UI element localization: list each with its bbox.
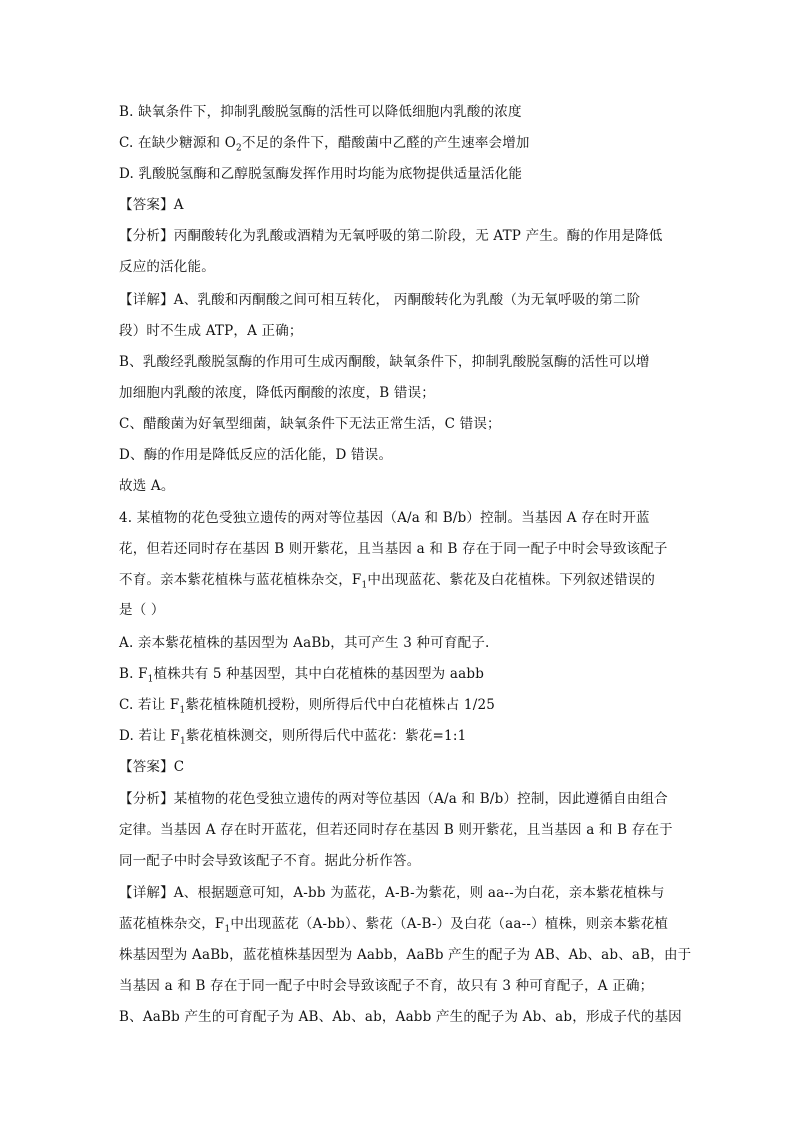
text-span: 中出现蓝花（A-bb）、紫花（A-B-）及白花（aa--）植株，则亲本紫花植	[230, 916, 669, 932]
question-4-line	[119, 600, 165, 620]
text-span: 反应的活化能。	[119, 259, 215, 275]
text-span: B. 缺氧条件下，抑制乳酸脱氢酶的活性可以降低细胞内乳酸的浓度	[119, 104, 522, 120]
text-span: 同一配子中时会导致该配子不育。据此分析作答。	[119, 853, 421, 869]
text-span: 段）时不生成 ATP，A 正确；	[119, 323, 303, 339]
text-span: 中出现蓝花、紫花及白花植株。下列叙述错误的	[367, 572, 656, 588]
option-b-line	[119, 664, 484, 684]
analysis-line	[119, 789, 668, 809]
subscript: 2	[236, 143, 242, 154]
conclusion-line	[119, 476, 175, 496]
text-span: C. 若让 F	[119, 697, 180, 713]
subscript: 1	[147, 674, 154, 685]
option-c-line	[119, 695, 495, 715]
explanation-line	[119, 352, 650, 372]
question-4-line	[119, 570, 655, 590]
text-span: 定律。当基因 A 存在时开蓝花，但若还同时存在基因 B 则开紫花，且当基因 a 和 B 存在于	[119, 822, 673, 838]
text-span: C、醋酸菌为好氧型细菌，缺氧条件下无法正常生活，C 错误；	[119, 416, 501, 432]
text-span: 当基因 a 和 B 存在于同一配子中时会导致该配子不育，故只有 3 种可育配子，A 正确；	[119, 978, 654, 994]
text-span: 紫花植株测交，则所得后代中蓝花：紫花=1:1	[185, 728, 467, 744]
explanation-line	[119, 945, 691, 965]
text-span: 【分析】丙酮酸转化为乳酸或酒精为无氧呼吸的第二阶段，无 ATP 产生。酶的作用是降低	[119, 228, 663, 244]
answer-line	[119, 757, 184, 777]
text-span: B、AaBb 产生的可育配子为 AB、Ab、ab，Aabb 产生的配子为 Ab、ab，形成子代的基因	[119, 1009, 682, 1025]
text-span: C. 在缺少糖源和 O	[119, 135, 236, 151]
text-span: 紫花植株随机授粉，则所得后代中白花植株占 1/25	[185, 697, 496, 713]
explanation-line	[119, 290, 640, 310]
text-span: 4. 某植物的花色受独立遗传的两对等位基因（A/a 和 B/b）控制。当基因 A 存在时开蓝	[119, 510, 650, 526]
text-span: 不足的条件下，醋酸菌中乙醛的产生速率会增加	[241, 135, 530, 151]
subscript: 1	[179, 736, 186, 747]
explanation-line	[119, 914, 668, 934]
text-span: 【详解】A、乳酸和丙酮酸之间可相互转化， 丙酮酸转化为乳酸（为无氧呼吸的第二阶	[119, 292, 641, 308]
answer-line	[119, 195, 184, 215]
analysis-line	[119, 851, 420, 871]
subscript: 1	[224, 924, 231, 935]
text-span: 是（ ）	[119, 602, 165, 618]
text-span: B、乳酸经乳酸脱氢酶的作用可生成丙酮酸，缺氧条件下，抑制乳酸脱氢酶的活性可以增	[119, 354, 650, 370]
text-span: 不育。亲本紫花植株与蓝花植株杂交，F	[119, 572, 362, 588]
text-span: 加细胞内乳酸的浓度，降低丙酮酸的浓度，B 错误；	[119, 385, 436, 401]
explanation-line	[119, 976, 653, 996]
analysis-line	[119, 257, 215, 277]
text-span: 【详解】A、根据题意可知，A-bb 为蓝花，A-B-为紫花，则 aa--为白花，亲本紫花植株与	[119, 885, 665, 901]
option-c-line	[119, 133, 530, 153]
option-d-line	[119, 726, 466, 746]
text-span: 【分析】某植物的花色受独立遗传的两对等位基因（A/a 和 B/b）控制，因此遵循自由组合	[119, 791, 668, 807]
text-span: 花，但若还同时存在基因 B 则开紫花，且当基因 a 和 B 存在于同一配子中时会导致该配子	[119, 541, 668, 557]
option-a-line	[119, 633, 490, 653]
text-span: 【答案】C	[119, 759, 185, 775]
option-b-line	[119, 102, 522, 122]
text-span: A. 亲本紫花植株的基因型为 AaBb，其可产生 3 种可育配子.	[119, 635, 490, 651]
text-span: 株基因型为 AaBb，蓝花植株基因型为 Aabb，AaBb 产生的配子为 AB、Ab、ab、aB，由于	[119, 947, 692, 963]
subscript: 1	[179, 705, 186, 716]
question-4-line	[119, 508, 650, 528]
explanation-line	[119, 1007, 682, 1027]
explanation-line	[119, 321, 303, 341]
text-span: 植株共有 5 种基因型，其中白花植株的基因型为 aabb	[153, 666, 485, 682]
analysis-line	[119, 226, 663, 246]
question-4-line	[119, 539, 668, 559]
explanation-line	[119, 414, 501, 434]
explanation-line	[119, 383, 435, 403]
text-span: 故选 A。	[119, 478, 175, 494]
text-span: D. 乳酸脱氢酶和乙醇脱氢酶发挥作用时均能为底物提供适量活化能	[119, 166, 523, 182]
explanation-line	[119, 445, 392, 465]
explanation-line	[119, 883, 665, 903]
text-span: B. F	[119, 666, 148, 682]
text-span: 蓝花植株杂交，F	[119, 916, 225, 932]
analysis-line	[119, 820, 673, 840]
subscript: 1	[361, 580, 368, 591]
option-d-line	[119, 164, 522, 184]
text-span: 【答案】A	[119, 197, 184, 213]
text-span: D. 若让 F	[119, 728, 180, 744]
text-span: D、酶的作用是降低反应的活化能，D 错误。	[119, 447, 393, 463]
